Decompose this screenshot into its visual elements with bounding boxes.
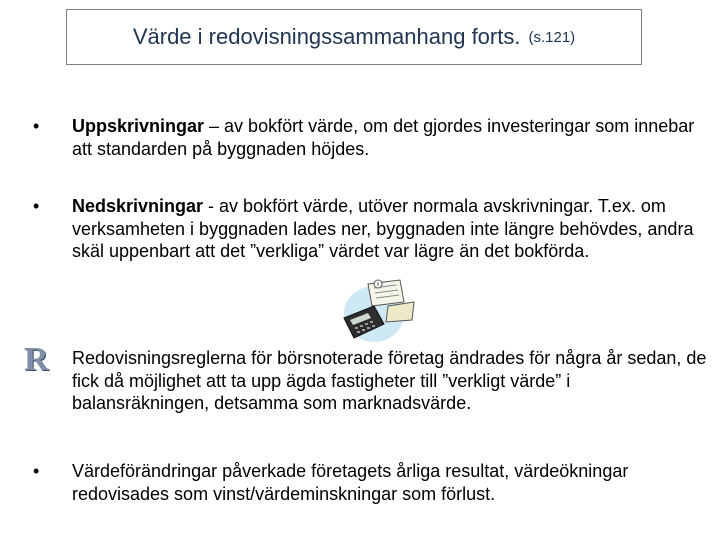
calculator-papers-icon [338, 276, 416, 346]
bullet-marker: • [33, 461, 40, 481]
bullet-marker: • [33, 116, 40, 136]
bullet-text [72, 347, 712, 415]
bullet-bold-term: Uppskrivningar [72, 116, 205, 136]
bullet-body: Redovisningsreglerna för börsnoterade företag ändrades för några år sedan, de fick då möjlighet att ta upp ägda fastigheter till ”verkligt värde” i balansräkningen, detsamma som marknadsvärde. [72, 348, 707, 413]
title-main: Värde i redovisningssammanhang forts. [132, 24, 521, 49]
bullet-bold-term: Nedskrivningar [72, 196, 204, 216]
bullet-text [72, 115, 712, 160]
title-page-ref: (s.121) [528, 28, 576, 46]
bullet-body: Värdeförändringar påverkade företagets årliga resultat, värdeökningar redovisades som vinst/värdeminskningar som förlust. [72, 461, 629, 504]
bullet-text [72, 460, 712, 505]
slide-title [66, 9, 642, 65]
bullet-marker: • [33, 196, 40, 216]
bullet-body: – av bokfört värde, om det gjordes investeringar som innebar att standarden på byggnaden höjdes. [72, 116, 695, 159]
bullet-body: - av bokfört värde, utöver normala avskrivningar. T.ex. om verksamheten i byggnaden lades ner, byggnaden inte längre behövdes, andra skäl uppenbart att det ”verkliga” värdet var lägre än det bokförda. [72, 196, 694, 261]
bullet-text [72, 195, 712, 263]
r-bullet-icon: R [24, 341, 49, 378]
